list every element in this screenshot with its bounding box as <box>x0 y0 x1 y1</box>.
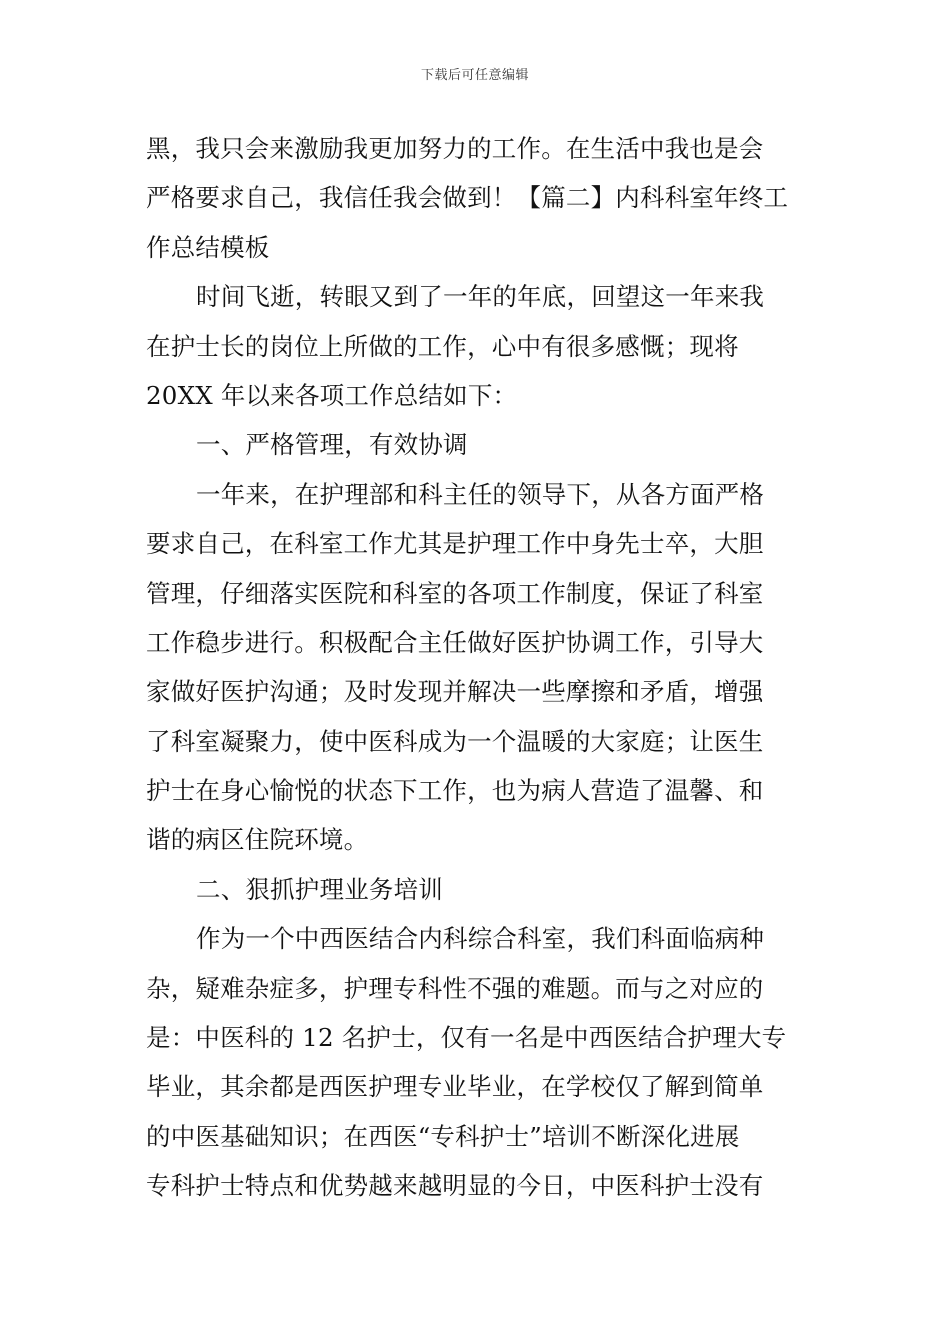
text-line: 护士在身心愉悦的状态下工作，也为病人营造了温馨、和 <box>146 776 764 806</box>
text-line: 严格要求自己，我信任我会做到！【篇二】内科科室年终工 <box>146 183 789 213</box>
text-line: 管理，仔细落实医院和科室的各项工作制度，保证了科室 <box>146 578 764 608</box>
paragraph-first-line: 一年来，在护理部和科主任的领导下，从各方面严格 <box>196 479 765 509</box>
text-line: 工作稳步进行。积极配合主任做好医护协调工作，引导大 <box>146 627 764 657</box>
text-line: 专科护士特点和优势越来越明显的今日，中医科护士没有 <box>146 1171 764 1201</box>
text-line: 杂，疑难杂症多，护理专科性不强的难题。而与之对应的 <box>146 973 764 1003</box>
paragraph-first-line: 时间飞逝，转眼又到了一年的年底，回望这一年来我 <box>196 282 765 312</box>
text-line: 毕业，其余都是西医护理专业毕业，在学校仅了解到简单 <box>146 1072 764 1102</box>
text-line: 是：中医科的 12 名护士，仅有一名是中西医结合护理大专 <box>146 1023 787 1053</box>
page-header: 下载后可任意编辑 <box>420 68 529 83</box>
document-body <box>146 124 810 1211</box>
text-line: 作总结模板 <box>146 232 270 262</box>
text-line: 20XX 年以来各项工作总结如下： <box>146 380 518 410</box>
text-line: 的中医基础知识；在西医“专科护士”培训不断深化进展 <box>146 1121 740 1151</box>
text-line: 黑，我只会来激励我更加努力的工作。在生活中我也是会 <box>146 134 764 163</box>
text-line: 要求自己，在科室工作尤其是护理工作中身先士卒，大胆 <box>146 529 764 559</box>
section-heading: 一、严格管理，有效协调 <box>196 430 468 460</box>
text-line: 在护士长的岗位上所做的工作，心中有很多感慨；现将 <box>146 331 739 361</box>
text-line: 谐的病区住院环境。 <box>146 825 369 855</box>
section-heading: 二、狠抓护理业务培训 <box>196 874 443 904</box>
text-line: 了科室凝聚力，使中医科成为一个温暖的大家庭；让医生 <box>146 726 764 756</box>
paragraph-first-line: 作为一个中西医结合内科综合科室，我们科面临病种 <box>196 924 765 954</box>
text-line: 家做好医护沟通；及时发现并解决一些摩擦和矛盾，增强 <box>146 677 764 707</box>
